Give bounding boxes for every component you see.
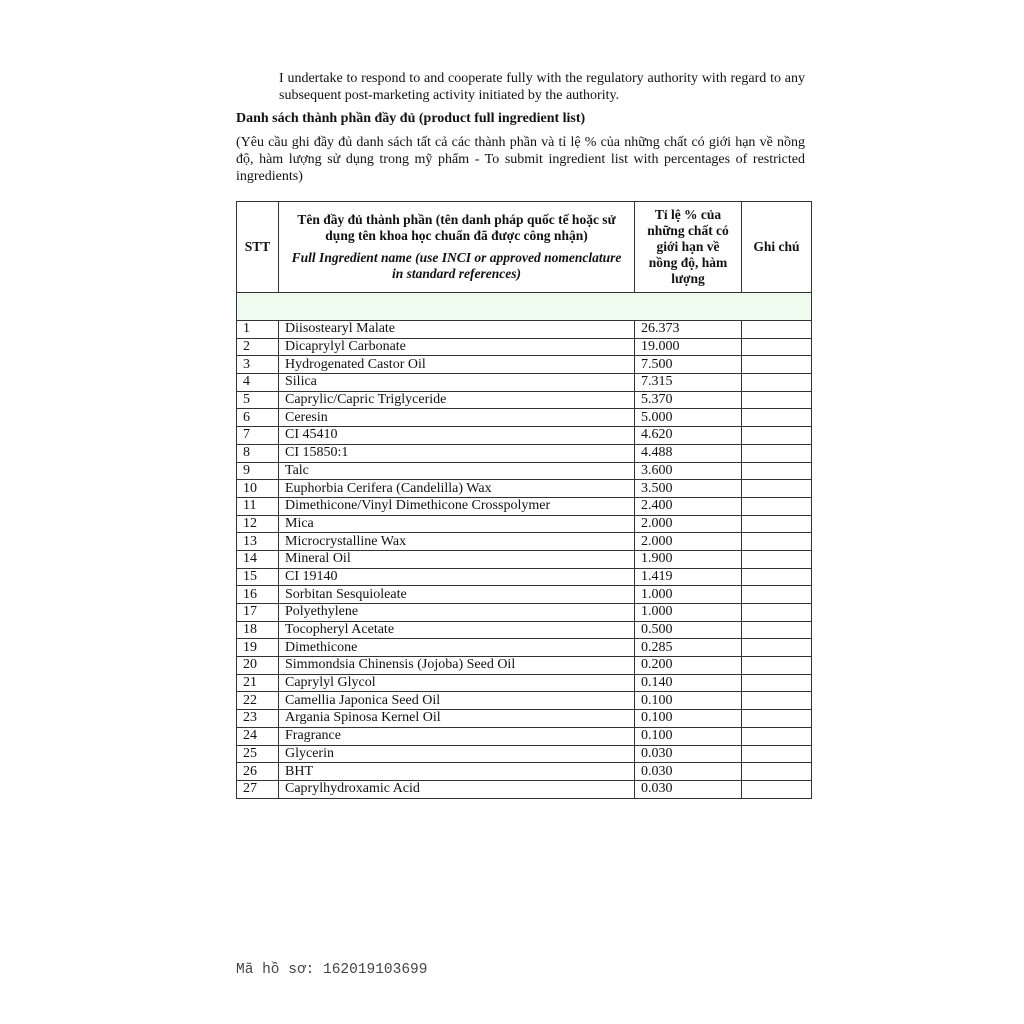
row-ingredient: Diisostearyl Malate xyxy=(279,321,635,339)
row-ingredient: Mineral Oil xyxy=(279,550,635,568)
row-stt: 5 xyxy=(237,391,279,409)
table-row xyxy=(237,692,812,710)
row-note xyxy=(742,763,812,781)
row-stt: 2 xyxy=(237,338,279,356)
row-note xyxy=(742,444,812,462)
row-stt: 10 xyxy=(237,480,279,498)
row-note xyxy=(742,427,812,445)
table-header-row xyxy=(237,202,812,293)
row-stt: 26 xyxy=(237,763,279,781)
table-row xyxy=(237,727,812,745)
row-note xyxy=(742,692,812,710)
row-stt: 27 xyxy=(237,780,279,798)
header-ingredient-name xyxy=(279,202,635,293)
table-row xyxy=(237,550,812,568)
row-note xyxy=(742,391,812,409)
table-row xyxy=(237,374,812,392)
undertaking-paragraph: I undertake to respond to and cooperate fully with the regulatory authority with regard to any subsequent post-marketing activity initiated by the authority. xyxy=(279,71,805,103)
row-percent: 0.030 xyxy=(635,780,742,798)
row-stt: 12 xyxy=(237,515,279,533)
row-ingredient: Hydrogenated Castor Oil xyxy=(279,356,635,374)
row-ingredient: Fragrance xyxy=(279,727,635,745)
row-percent: 0.030 xyxy=(635,745,742,763)
row-note xyxy=(742,338,812,356)
row-ingredient: Caprylic/Capric Triglyceride xyxy=(279,391,635,409)
row-note xyxy=(742,515,812,533)
row-note xyxy=(742,409,812,427)
table-row xyxy=(237,427,812,445)
table-row xyxy=(237,621,812,639)
row-ingredient: Tocopheryl Acetate xyxy=(279,621,635,639)
table-row xyxy=(237,338,812,356)
row-note xyxy=(742,568,812,586)
table-row xyxy=(237,515,812,533)
table-row xyxy=(237,444,812,462)
row-percent: 1.900 xyxy=(635,550,742,568)
row-note xyxy=(742,374,812,392)
row-stt: 15 xyxy=(237,568,279,586)
section-note: (Yêu cầu ghi đầy đủ danh sách tất cả các thành phần và tỉ lệ % của những chất có giới hạn về nồng độ, hàm lượng sử dụng trong mỹ phẩm - To submit ingredient list with percentages of restricted ingredients) xyxy=(236,135,805,184)
row-note xyxy=(742,586,812,604)
row-stt: 23 xyxy=(237,710,279,728)
row-stt: 11 xyxy=(237,497,279,515)
row-percent: 26.373 xyxy=(635,321,742,339)
row-ingredient: Dimethicone xyxy=(279,639,635,657)
row-stt: 13 xyxy=(237,533,279,551)
row-percent: 1.000 xyxy=(635,604,742,622)
row-note xyxy=(742,497,812,515)
row-percent: 0.100 xyxy=(635,692,742,710)
table-row xyxy=(237,639,812,657)
row-percent: 5.370 xyxy=(635,391,742,409)
table-row xyxy=(237,321,812,339)
row-percent: 0.030 xyxy=(635,763,742,781)
row-percent: 1.000 xyxy=(635,586,742,604)
table-row xyxy=(237,480,812,498)
row-percent: 3.500 xyxy=(635,480,742,498)
row-note xyxy=(742,550,812,568)
header-name-vi: Tên đầy đủ thành phần (tên danh pháp quốc tế hoặc sử dụng tên khoa học chuẩn đã được công nhận) xyxy=(297,212,616,243)
row-percent: 19.000 xyxy=(635,338,742,356)
row-ingredient: Microcrystalline Wax xyxy=(279,533,635,551)
row-note xyxy=(742,533,812,551)
row-ingredient: Camellia Japonica Seed Oil xyxy=(279,692,635,710)
row-ingredient: BHT xyxy=(279,763,635,781)
row-stt: 24 xyxy=(237,727,279,745)
row-stt: 6 xyxy=(237,409,279,427)
row-percent: 0.140 xyxy=(635,674,742,692)
table-row xyxy=(237,568,812,586)
table-row xyxy=(237,462,812,480)
row-ingredient: Mica xyxy=(279,515,635,533)
table-row xyxy=(237,604,812,622)
row-stt: 22 xyxy=(237,692,279,710)
row-stt: 4 xyxy=(237,374,279,392)
row-ingredient: Dimethicone/Vinyl Dimethicone Crosspolymer xyxy=(279,497,635,515)
header-percent: Tỉ lệ % của những chất có giới hạn về nồng độ, hàm lượng xyxy=(635,202,742,293)
row-note xyxy=(742,639,812,657)
row-percent: 7.500 xyxy=(635,356,742,374)
row-ingredient: CI 19140 xyxy=(279,568,635,586)
row-stt: 18 xyxy=(237,621,279,639)
row-stt: 14 xyxy=(237,550,279,568)
row-ingredient: Caprylhydroxamic Acid xyxy=(279,780,635,798)
row-ingredient: Argania Spinosa Kernel Oil xyxy=(279,710,635,728)
row-note xyxy=(742,727,812,745)
section-title: Danh sách thành phần đầy đủ (product full ingredient list) xyxy=(236,111,586,126)
header-stt: STT xyxy=(237,202,279,293)
row-ingredient: Caprylyl Glycol xyxy=(279,674,635,692)
row-percent: 4.488 xyxy=(635,444,742,462)
table-row xyxy=(237,533,812,551)
row-note xyxy=(742,710,812,728)
row-stt: 16 xyxy=(237,586,279,604)
table-row xyxy=(237,674,812,692)
row-stt: 19 xyxy=(237,639,279,657)
row-stt: 8 xyxy=(237,444,279,462)
row-percent: 0.100 xyxy=(635,710,742,728)
row-percent: 2.000 xyxy=(635,515,742,533)
row-note xyxy=(742,604,812,622)
row-ingredient: CI 15850:1 xyxy=(279,444,635,462)
row-ingredient: Talc xyxy=(279,462,635,480)
table-row xyxy=(237,391,812,409)
row-ingredient: Ceresin xyxy=(279,409,635,427)
header-name-en: Full Ingredient name (use INCI or approved nomenclature in standard references) xyxy=(291,250,622,281)
row-stt: 7 xyxy=(237,427,279,445)
row-percent: 7.315 xyxy=(635,374,742,392)
row-stt: 21 xyxy=(237,674,279,692)
row-note xyxy=(742,480,812,498)
row-note xyxy=(742,657,812,675)
table-row xyxy=(237,780,812,798)
table-row xyxy=(237,745,812,763)
row-ingredient: Glycerin xyxy=(279,745,635,763)
row-percent: 5.000 xyxy=(635,409,742,427)
row-stt: 3 xyxy=(237,356,279,374)
table-row xyxy=(237,586,812,604)
row-percent: 2.400 xyxy=(635,497,742,515)
table-row xyxy=(237,409,812,427)
row-stt: 1 xyxy=(237,321,279,339)
row-note xyxy=(742,621,812,639)
ingredient-table xyxy=(236,201,812,799)
row-stt: 25 xyxy=(237,745,279,763)
row-percent: 3.600 xyxy=(635,462,742,480)
row-ingredient: Silica xyxy=(279,374,635,392)
table-row xyxy=(237,710,812,728)
file-code: Mã hồ sơ: 162019103699 xyxy=(236,962,428,978)
row-note xyxy=(742,462,812,480)
row-percent: 0.200 xyxy=(635,657,742,675)
row-stt: 20 xyxy=(237,657,279,675)
row-percent: 2.000 xyxy=(635,533,742,551)
row-ingredient: Simmondsia Chinensis (Jojoba) Seed Oil xyxy=(279,657,635,675)
row-ingredient: CI 45410 xyxy=(279,427,635,445)
row-ingredient: Dicaprylyl Carbonate xyxy=(279,338,635,356)
row-note xyxy=(742,356,812,374)
row-ingredient: Polyethylene xyxy=(279,604,635,622)
row-percent: 0.285 xyxy=(635,639,742,657)
header-note: Ghi chú xyxy=(742,202,812,293)
row-stt: 9 xyxy=(237,462,279,480)
row-ingredient: Euphorbia Cerifera (Candelilla) Wax xyxy=(279,480,635,498)
row-ingredient: Sorbitan Sesquioleate xyxy=(279,586,635,604)
row-note xyxy=(742,674,812,692)
row-note xyxy=(742,321,812,339)
row-percent: 1.419 xyxy=(635,568,742,586)
table-row xyxy=(237,763,812,781)
row-note xyxy=(742,745,812,763)
table-row xyxy=(237,356,812,374)
row-note xyxy=(742,780,812,798)
table-row xyxy=(237,657,812,675)
row-percent: 0.500 xyxy=(635,621,742,639)
row-stt: 17 xyxy=(237,604,279,622)
row-percent: 0.100 xyxy=(635,727,742,745)
table-row xyxy=(237,497,812,515)
row-percent: 4.620 xyxy=(635,427,742,445)
empty-highlight-row xyxy=(237,293,812,321)
